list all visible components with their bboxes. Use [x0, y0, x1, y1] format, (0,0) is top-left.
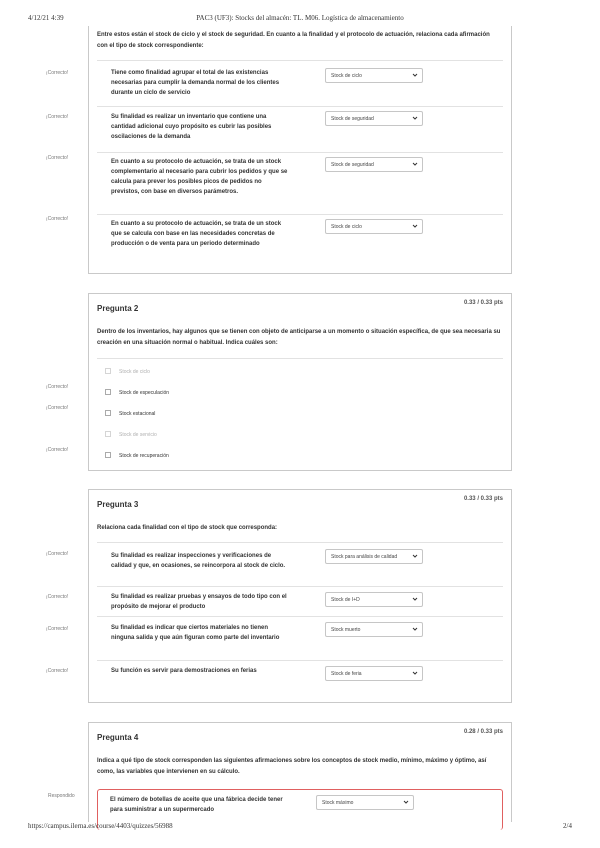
statement-text: El número de botellas de aceite que una fábrica decide tener para suministrar a un supermercado: [110, 797, 283, 813]
question-2-card: [88, 293, 512, 471]
chevron-down-icon: [412, 553, 418, 559]
answer-select[interactable]: [325, 549, 423, 564]
status-label: Respondido: [48, 793, 75, 799]
answer-option[interactable]: [97, 453, 397, 461]
print-url: https://campus.ilerna.es/course/4403/quizzes/56988: [28, 822, 173, 830]
match-row: [97, 152, 503, 215]
print-page-number: 2/4: [563, 822, 572, 830]
chevron-down-icon: [412, 596, 418, 602]
statement-text: En cuanto a su protocolo de actuación, se trata de un stock que se calcula con base en las necesidades concretas de producción o de venta para un periodo determinado: [111, 221, 282, 247]
select-value: Stock para análisis de calidad: [331, 554, 398, 560]
chevron-down-icon: [412, 670, 418, 676]
answer-select[interactable]: [325, 219, 423, 234]
statement-text: Su finalidad es realizar inspecciones y verificaciones de calidad y que, en ocasiones, se reincorpora al stock de ciclo.: [111, 553, 286, 569]
question-3-card: [88, 489, 512, 703]
select-value: Stock de seguridad: [331, 162, 374, 168]
match-row: [97, 616, 503, 661]
answer-select[interactable]: [325, 68, 423, 83]
match-row: [97, 60, 503, 107]
match-row: [97, 214, 503, 267]
checkbox[interactable]: [105, 368, 111, 374]
statement-text: Su función es servir para demostraciones en ferias: [111, 668, 257, 674]
select-value: Stock muerto: [331, 627, 361, 633]
option-label: Stock de ciclo: [119, 369, 150, 375]
status-label: ¡Correcto!: [46, 626, 69, 632]
status-label: ¡Correcto!: [46, 447, 69, 453]
checkbox[interactable]: [105, 431, 111, 437]
select-value: Stock de ciclo: [331, 224, 362, 230]
question-1-card: [88, 26, 512, 274]
status-label: ¡Correcto!: [46, 70, 69, 76]
status-label: ¡Correcto!: [46, 155, 69, 161]
answer-select[interactable]: [325, 666, 423, 681]
statement-text: Tiene como finalidad agrupar el total de las existencias necesarias para cumplir la demanda normal de los clientes durante un ciclo de servicio: [111, 70, 280, 96]
statement-text: En cuanto a su protocolo de actuación, se trata de un stock complementario al necesario para cubrir los pedidos y que se calcula para prever los posibles picos de pedidos no previstos, con base en diversos parámetros.: [111, 159, 288, 195]
option-label: Stock estacional: [119, 411, 156, 417]
answer-select[interactable]: [316, 795, 414, 810]
match-row: [97, 542, 503, 587]
status-label: ¡Correcto!: [46, 551, 69, 557]
question-prompt: Indica a qué tipo de stock corresponden las siguientes afirmaciones sobre los conceptos de stock medio, mínimo, máximo y óptimo, así como, las variables que intervienen en su cálculo.: [97, 758, 487, 775]
question-4-card: [88, 722, 512, 822]
checkbox[interactable]: [105, 389, 111, 395]
answer-select[interactable]: [325, 157, 423, 172]
statement-text: Su finalidad es realizar pruebas y ensayos de todo tipo con el propósito de mejorar el producto: [111, 594, 287, 610]
status-label: ¡Correcto!: [46, 216, 69, 222]
status-label: ¡Correcto!: [46, 114, 69, 120]
answer-select[interactable]: [325, 622, 423, 637]
chevron-down-icon: [403, 799, 409, 805]
answer-option[interactable]: [97, 390, 397, 398]
question-points: 0.28 / 0.33 pts: [463, 729, 503, 735]
answer-select[interactable]: [325, 592, 423, 607]
checkbox[interactable]: [105, 410, 111, 416]
question-prompt: Relaciona cada finalidad con el tipo de stock que corresponda:: [97, 525, 278, 531]
question-points: 0.33 / 0.33 pts: [463, 300, 503, 306]
options-list: [97, 358, 503, 465]
select-value: Stock de feria: [331, 671, 362, 677]
select-value: Stock de ciclo: [331, 73, 362, 79]
question-prompt: Dentro de los inventarios, hay algunos que se tienen con objeto de anticiparse a un momento o situación específica, de que sea necesaria su creación en una situación normal o habitual. Indica cuáles son:: [97, 329, 501, 346]
status-label: ¡Correcto!: [46, 384, 69, 390]
chevron-down-icon: [412, 626, 418, 632]
question-title: Pregunta 3: [97, 500, 139, 509]
chevron-down-icon: [412, 161, 418, 167]
print-title: PAC3 (UF3): Stocks del almacén: TL. M06. Logística de almacenamiento: [196, 14, 404, 22]
match-row: [97, 660, 503, 691]
question-header: [89, 294, 511, 322]
select-value: Stock de seguridad: [331, 116, 374, 122]
question-header: [89, 723, 511, 751]
question-points: 0.33 / 0.33 pts: [463, 496, 503, 502]
chevron-down-icon: [412, 223, 418, 229]
chevron-down-icon: [412, 115, 418, 121]
chevron-down-icon: [412, 72, 418, 78]
status-label: ¡Correcto!: [46, 668, 69, 674]
question-header: [89, 490, 511, 518]
checkbox[interactable]: [105, 452, 111, 458]
select-value: Stock de I+D: [331, 597, 360, 603]
statement-text: Su finalidad es indicar que ciertos materiales no tienen ninguna salida y que aún figuran como parte del inventario: [111, 625, 280, 641]
question-title: Pregunta 2: [97, 304, 139, 313]
question-title: Pregunta 4: [97, 733, 139, 742]
match-row: [97, 586, 503, 617]
print-date: 4/12/21 4:39: [28, 14, 64, 22]
answer-option[interactable]: [97, 432, 397, 440]
status-label: ¡Correcto!: [46, 594, 69, 600]
answer-select[interactable]: [325, 111, 423, 126]
option-label: Stock de recuperación: [119, 453, 169, 459]
answer-option[interactable]: [97, 411, 397, 419]
answer-option[interactable]: [97, 369, 397, 377]
status-label: ¡Correcto!: [46, 405, 69, 411]
select-value: Stock máximo: [322, 800, 354, 806]
option-label: Stock de especulación: [119, 390, 170, 396]
print-header: [0, 0, 600, 26]
option-label: Stock de servicio: [119, 432, 157, 438]
statement-text: Su finalidad es realizar un inventario que contiene una cantidad adicional cuyo propósito es cubrir las posibles oscilaciones de la demanda: [111, 114, 272, 140]
question-prompt: Entre estos están el stock de ciclo y el stock de seguridad. En cuanto a la finalidad y el protocolo de actuación, relaciona cada afirmación con el tipo de stock correspondiente:: [97, 32, 490, 49]
match-row: [97, 106, 503, 153]
